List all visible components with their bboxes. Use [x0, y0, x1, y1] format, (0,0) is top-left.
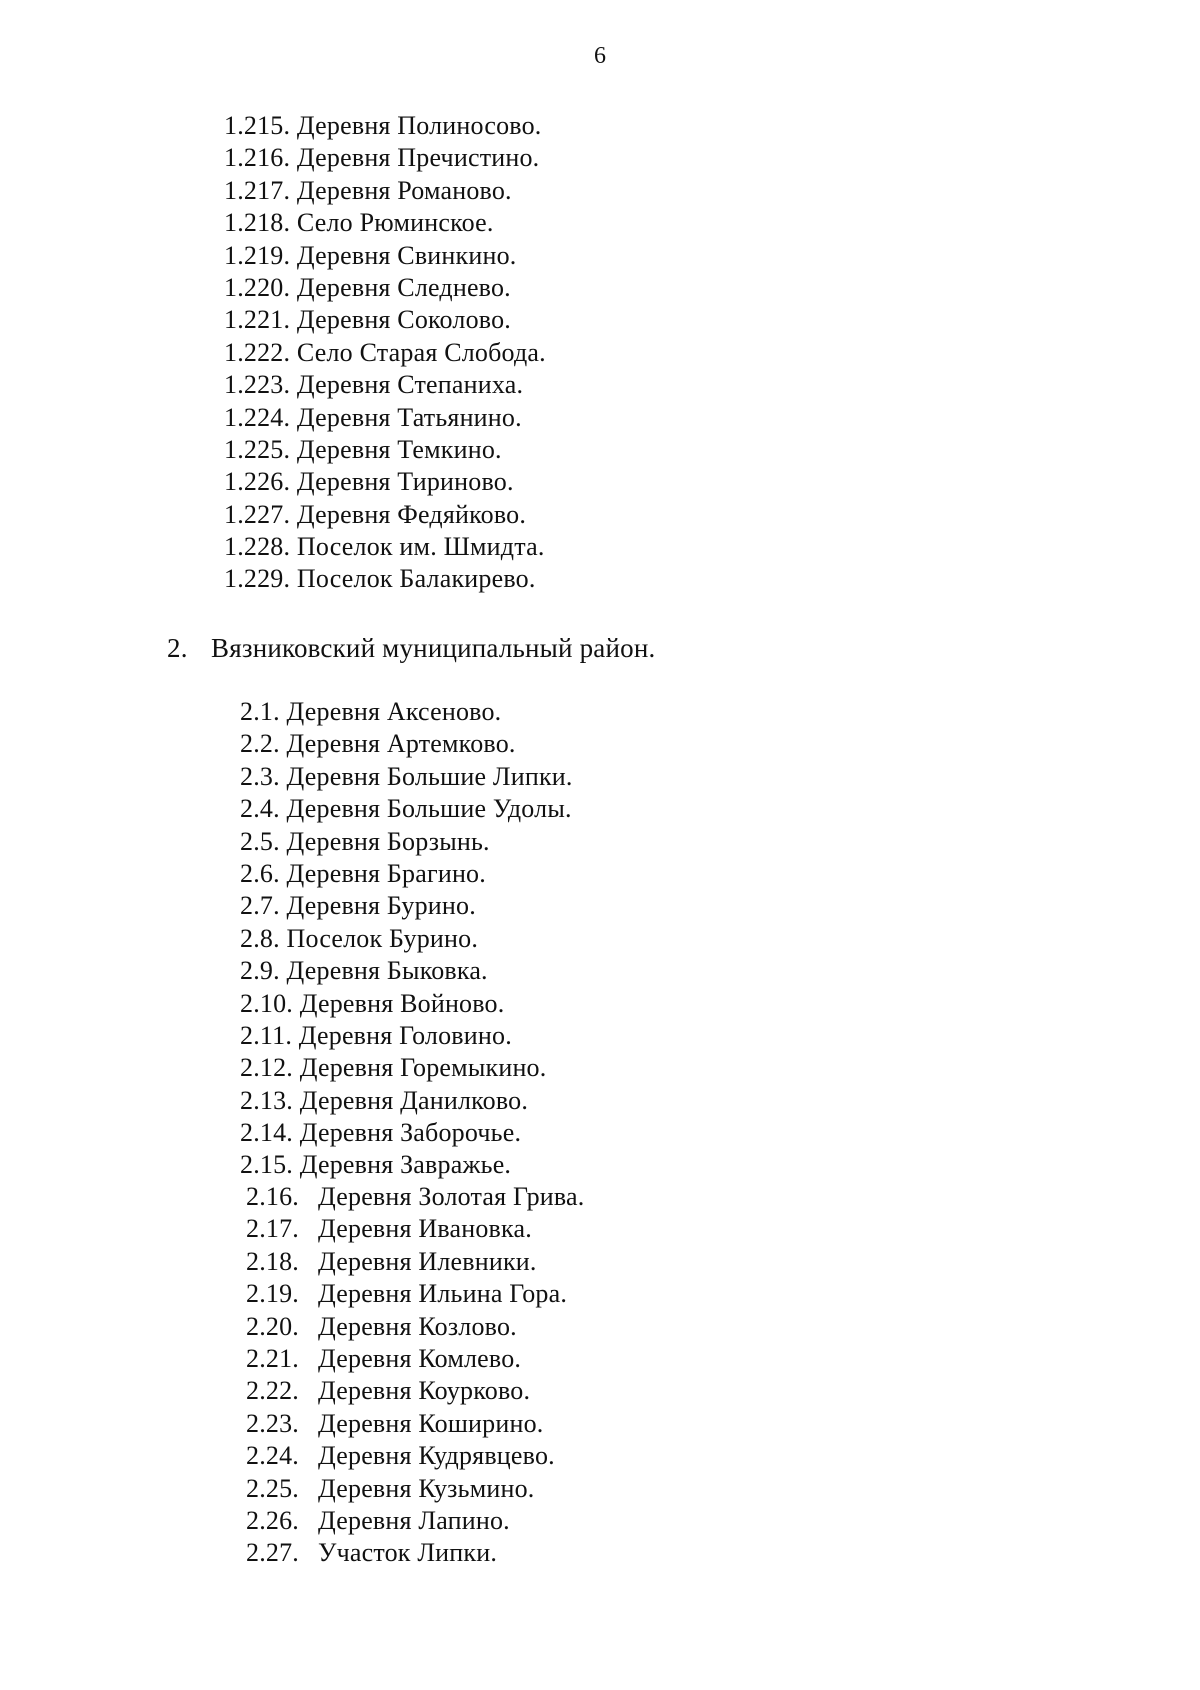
list-item-text: Деревня Ильина Гора. — [318, 1279, 568, 1309]
list-item-number: 2.20. — [246, 1311, 299, 1341]
list-item-number: 1.220. — [224, 272, 291, 302]
list-item — [240, 1149, 573, 1181]
list-item — [240, 728, 573, 760]
list-item-text: Деревня Артемково. — [286, 729, 516, 759]
list-item-number: 1.224. — [224, 402, 291, 432]
list-item-number: 2.10. — [240, 988, 293, 1018]
list-item — [246, 1537, 584, 1569]
list-item — [240, 1052, 573, 1084]
list-item — [240, 955, 573, 987]
list-item-text: Деревня Коширино. — [318, 1408, 544, 1438]
list-item — [240, 761, 573, 793]
list-item-number: 2.16. — [246, 1182, 299, 1211]
list-item-number: 2.23. — [246, 1408, 299, 1438]
list-item — [240, 793, 573, 825]
list-item — [240, 858, 573, 890]
list-item-number: 1.229. — [224, 564, 291, 594]
list-item-number: 2.12. — [240, 1053, 293, 1083]
list-item-text: Деревня Соколово. — [296, 305, 511, 335]
list-item — [240, 1117, 573, 1149]
list-item — [224, 142, 546, 174]
list-item-text: Деревня Золотая Грива. — [318, 1182, 585, 1211]
list-item — [224, 531, 546, 563]
list-item-text: Деревня Козлово. — [318, 1311, 517, 1341]
list-item — [224, 110, 546, 142]
list-item-text: Деревня Темкино. — [296, 434, 502, 464]
list-item — [246, 1505, 584, 1537]
list-item-text: Деревня Степаниха. — [296, 370, 524, 400]
list-item — [224, 434, 546, 466]
list-item-number: 2.7. — [240, 891, 280, 921]
list-item-text: Деревня Головино. — [298, 1020, 512, 1050]
list-item-text: Деревня Лапино. — [318, 1505, 510, 1535]
list-item — [246, 1375, 584, 1407]
list-item-number: 2.26. — [246, 1505, 299, 1535]
list-item — [246, 1213, 584, 1245]
list-item-text: Деревня Следнево. — [296, 272, 511, 302]
list-item — [224, 304, 546, 336]
list-item — [224, 272, 546, 304]
section-1-list — [224, 110, 546, 596]
list-item-number: 2.18. — [246, 1246, 299, 1276]
list-item-number: 1.217. — [224, 175, 291, 205]
list-item — [224, 466, 546, 498]
list-item-number: 2.9. — [240, 956, 280, 986]
list-item-number: 2.8. — [240, 923, 280, 953]
list-item-text: Деревня Данилково. — [299, 1085, 529, 1115]
list-item-number: 2.1. — [240, 697, 280, 726]
list-item-number: 2.21. — [246, 1343, 299, 1373]
list-item-text: Деревня Кудрявцево. — [318, 1441, 555, 1471]
list-item — [246, 1311, 584, 1343]
list-item-text: Деревня Татьянино. — [296, 402, 522, 432]
list-item — [246, 1246, 584, 1278]
list-item-text: Деревня Полиносово. — [296, 111, 542, 140]
list-item-number: 2.14. — [240, 1118, 293, 1148]
list-item-number: 1.227. — [224, 499, 291, 529]
list-item-text: Деревня Тириново. — [296, 467, 514, 497]
list-item-number: 1.219. — [224, 240, 291, 270]
list-item-text: Деревня Пречистино. — [296, 143, 540, 173]
list-item — [240, 890, 573, 922]
list-item-text: Деревня Заборочье. — [299, 1118, 522, 1148]
list-item — [224, 337, 546, 369]
list-item — [246, 1473, 584, 1505]
list-item-text: Деревня Завражье. — [299, 1150, 512, 1180]
list-item — [224, 240, 546, 272]
list-item-number: 1.216. — [224, 143, 291, 173]
list-item-text: Деревня Федяйково. — [296, 499, 527, 529]
list-item — [224, 369, 546, 401]
list-item-text: Деревня Бурино. — [286, 891, 476, 921]
list-item-number: 2.25. — [246, 1473, 299, 1503]
list-item — [246, 1278, 584, 1310]
list-item-text: Деревня Войново. — [299, 988, 505, 1018]
list-item-number: 1.218. — [224, 208, 291, 238]
list-item — [224, 207, 546, 239]
list-item-text: Деревня Коурково. — [318, 1376, 531, 1406]
list-item — [240, 923, 573, 955]
list-item — [240, 696, 573, 728]
list-item-number: 1.221. — [224, 305, 291, 335]
list-item-text: Деревня Свинкино. — [296, 240, 517, 270]
list-item — [240, 1085, 573, 1117]
section-2-list-a — [240, 696, 573, 1182]
list-item-number: 2.11. — [240, 1020, 293, 1050]
list-item-number: 1.225. — [224, 434, 291, 464]
list-item-number: 2.22. — [246, 1376, 299, 1406]
list-item-text: Деревня Борзынь. — [286, 826, 490, 856]
list-item-text: Деревня Кузьмино. — [318, 1473, 535, 1503]
list-item-text: Деревня Ивановка. — [318, 1214, 532, 1244]
list-item-number: 2.2. — [240, 729, 280, 759]
section-2-number: 2. — [167, 633, 188, 663]
list-item-text: Деревня Большие Липки. — [286, 761, 573, 791]
list-item-text: Деревня Аксеново. — [286, 697, 502, 726]
list-item-text: Поселок Балакирево. — [296, 564, 536, 594]
list-item-number: 2.27. — [246, 1538, 299, 1568]
list-item-text: Деревня Комлево. — [318, 1343, 522, 1373]
section-2-list-b — [246, 1181, 584, 1570]
list-item — [224, 175, 546, 207]
list-item-number: 1.223. — [224, 370, 291, 400]
section-2-title: Вязниковский муниципальный район. — [211, 633, 656, 663]
list-item-number: 1.215. — [224, 111, 291, 140]
list-item-text: Село Старая Слобода. — [296, 337, 546, 367]
list-item-text: Деревня Быковка. — [286, 956, 488, 986]
list-item — [240, 988, 573, 1020]
list-item-number: 2.17. — [246, 1214, 299, 1244]
list-item-text: Село Рюминское. — [296, 208, 494, 238]
list-item — [246, 1343, 584, 1375]
list-item-text: Деревня Большие Удолы. — [286, 794, 572, 824]
list-item — [240, 826, 573, 858]
list-item-text: Деревня Горемыкино. — [299, 1053, 547, 1083]
list-item-text: Участок Липки. — [318, 1538, 498, 1568]
list-item — [246, 1408, 584, 1440]
list-item-number: 2.6. — [240, 858, 280, 888]
list-item-text: Поселок им. Шмидта. — [296, 532, 545, 562]
list-item — [240, 1020, 573, 1052]
section-2-heading — [167, 631, 655, 665]
list-item-number: 2.5. — [240, 826, 280, 856]
list-item-number: 2.15. — [240, 1150, 293, 1180]
list-item-number: 2.4. — [240, 794, 280, 824]
list-item-text: Поселок Бурино. — [286, 923, 479, 953]
list-item-text: Деревня Брагино. — [286, 858, 486, 888]
list-item — [224, 499, 546, 531]
list-item — [246, 1181, 584, 1213]
page-number: 6 — [594, 43, 606, 69]
list-item-number: 1.226. — [224, 467, 291, 497]
list-item-text: Деревня Илевники. — [318, 1246, 537, 1276]
list-item — [246, 1440, 584, 1472]
list-item — [224, 563, 546, 595]
list-item-number: 2.19. — [246, 1279, 299, 1309]
list-item-number: 2.3. — [240, 761, 280, 791]
list-item-number: 2.24. — [246, 1441, 299, 1471]
list-item-number: 1.228. — [224, 532, 291, 562]
list-item — [224, 402, 546, 434]
list-item-number: 2.13. — [240, 1085, 293, 1115]
list-item-number: 1.222. — [224, 337, 291, 367]
list-item-text: Деревня Романово. — [296, 175, 512, 205]
